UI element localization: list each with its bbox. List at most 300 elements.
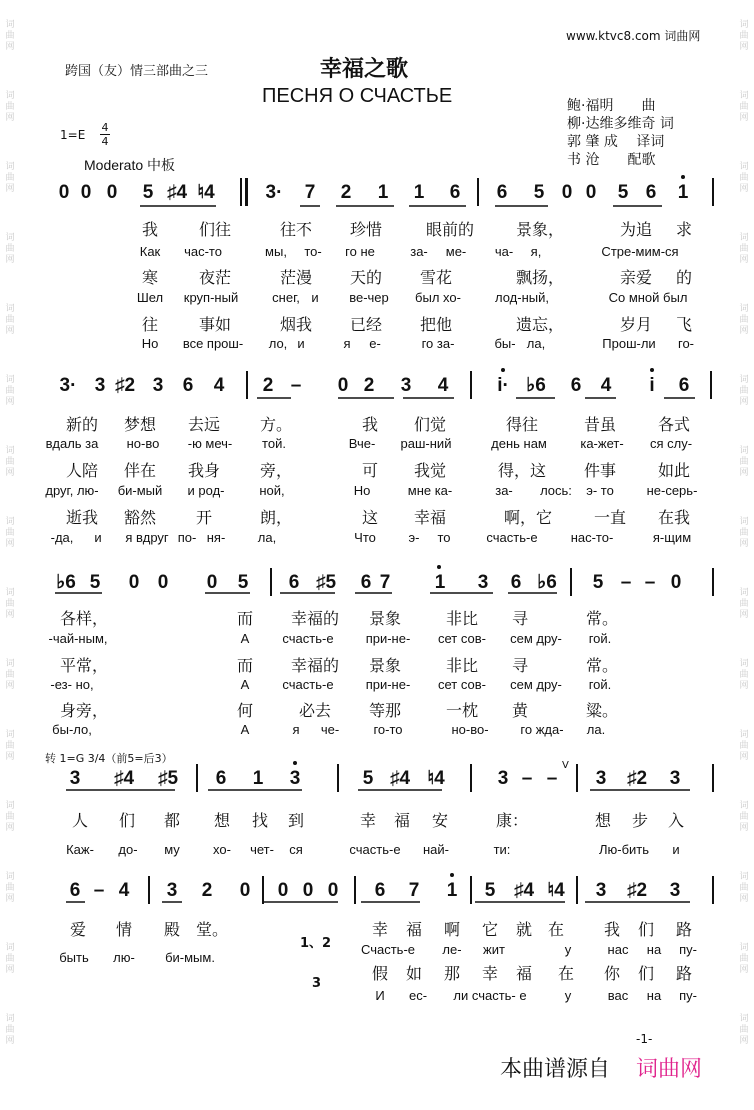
lyric: 在 <box>547 920 565 939</box>
lyric: 想 <box>594 811 612 830</box>
verse-mark-3: 3 <box>312 976 322 991</box>
note: ♭6 <box>537 572 557 593</box>
note: 0 <box>670 572 682 593</box>
note: 3· <box>59 375 77 396</box>
note: 4 <box>437 375 449 396</box>
note: 3 <box>669 880 681 901</box>
watermark-text: 词曲网 <box>739 91 749 123</box>
note: 6 <box>570 375 582 396</box>
lyric: 件事 <box>583 461 617 480</box>
lyric: 寒 <box>141 268 159 287</box>
lyric: 去远 <box>187 415 221 434</box>
lyric: раш-ний <box>400 436 452 451</box>
lyric: за- <box>410 244 428 259</box>
watermark-text: 词曲网 <box>5 943 15 975</box>
lyric: 逝我 <box>65 508 99 527</box>
watermark-text: 词曲网 <box>739 801 749 833</box>
lyric: 康： <box>495 811 529 830</box>
lyric: и род- <box>187 483 225 498</box>
barline <box>576 876 578 904</box>
lyric-row-ru-12 <box>0 988 754 1010</box>
lyric: 得，这 <box>497 461 547 480</box>
lyric: А <box>240 722 250 737</box>
lyric: Но <box>353 483 371 498</box>
note: 0 <box>337 375 349 396</box>
note: – <box>644 572 656 593</box>
source-label: 本曲谱源自 <box>500 1057 611 1082</box>
lyric-row-ru-6 <box>0 530 754 552</box>
note: – <box>93 880 105 901</box>
lyric: э- то <box>586 483 614 498</box>
tempo-marking: Moderato 中板 <box>84 157 176 173</box>
lyric: я <box>343 336 351 351</box>
lyric: час-то <box>184 244 222 259</box>
lyric: 一直 <box>593 508 627 527</box>
lyric: 往不 <box>279 220 313 239</box>
lyric: Но <box>141 336 159 351</box>
note: 0 <box>128 572 140 593</box>
lyric: 它 <box>481 920 499 939</box>
lyric: 我 <box>361 415 379 434</box>
lyric-row-cn-6 <box>0 505 754 527</box>
lyric: 假 <box>371 964 389 983</box>
lyric: то <box>437 530 451 545</box>
watermark-text: 词曲网 <box>5 517 15 549</box>
watermark-text: 词曲网 <box>739 1014 749 1046</box>
lyric: 幸福 <box>413 508 447 527</box>
lyric: -чай-ным, <box>48 631 108 646</box>
lyric: мы, <box>265 244 287 259</box>
lyric: 夜茫 <box>198 268 232 287</box>
lyric: и <box>297 336 305 351</box>
note: ♭6 <box>526 375 546 396</box>
lyric: 旁， <box>259 461 293 480</box>
note: ♮4 <box>197 182 215 203</box>
lyric: 各式 <box>657 415 691 434</box>
lyric: 身旁， <box>59 701 109 720</box>
barline <box>262 876 264 904</box>
lyric: 的 <box>675 268 693 287</box>
watermark-text: 词曲网 <box>739 20 749 52</box>
barline <box>710 371 712 399</box>
breath-mark: V <box>562 760 569 771</box>
note: 6 <box>360 572 372 593</box>
lyric: ла, <box>526 336 546 351</box>
lyric: 亲爱 <box>619 268 653 287</box>
lyric: 步 <box>631 811 649 830</box>
note: ♯4 <box>113 768 135 789</box>
lyric: 昔虽 <box>583 415 617 434</box>
lyric: 黄 <box>511 701 529 720</box>
lyric: ла. <box>586 722 606 737</box>
note: 3 <box>152 375 164 396</box>
barline <box>576 764 578 792</box>
note: 6 <box>510 572 522 593</box>
lyric: 景象 <box>368 609 402 628</box>
lyric: 我觉 <box>413 461 447 480</box>
lyric: на <box>646 942 662 957</box>
note: 5 <box>617 182 629 203</box>
lyric: Что <box>354 530 376 545</box>
barline <box>470 876 472 904</box>
lyric: ня- <box>206 530 226 545</box>
lyric: 必去 <box>298 701 332 720</box>
lyric: 们 <box>637 964 655 983</box>
lyric: той. <box>262 436 286 451</box>
watermark-text: 词曲网 <box>739 233 749 265</box>
lyric: но-во <box>126 436 160 451</box>
high-octave-dot <box>501 368 505 372</box>
lyric: го жда- <box>520 722 564 737</box>
note: 4 <box>118 880 130 901</box>
lyric: сем дру- <box>510 631 562 646</box>
note: 4 <box>213 375 225 396</box>
watermark-text: 词曲网 <box>5 375 15 407</box>
lyric: 已经 <box>349 315 383 334</box>
lyric: 路 <box>675 920 693 939</box>
lyric: гой. <box>588 631 612 646</box>
lyric: ле- <box>442 942 462 957</box>
lyric: 常。 <box>585 656 619 675</box>
lyric: Счасть-е <box>360 942 416 957</box>
lyric-row-ru-4 <box>0 436 754 458</box>
note: 6 <box>374 880 386 901</box>
watermark-text: 词曲网 <box>5 162 15 194</box>
lyric: ся слу- <box>649 436 693 451</box>
title-russian: ПЕСНЯ О СЧАСТЬЕ <box>262 85 453 107</box>
note: 3 <box>595 768 607 789</box>
note: 0 <box>206 572 218 593</box>
lyric: сет сов- <box>438 677 486 692</box>
lyric-row-cn-2 <box>0 265 754 287</box>
lyric: ло, <box>268 336 288 351</box>
note: 2 <box>363 375 375 396</box>
watermark-text: 词曲网 <box>5 304 15 336</box>
note: 5 <box>142 182 154 203</box>
lyric: 眼前的 <box>425 220 475 239</box>
note: 3 <box>477 572 489 593</box>
lyric: и <box>311 290 319 305</box>
lyric: ка-жет- <box>580 436 624 451</box>
lyric: я, <box>530 244 542 259</box>
lyric: на <box>646 988 662 1003</box>
lyric-row-ru-10 <box>0 842 754 864</box>
lyric: э- <box>408 530 420 545</box>
note: 6 <box>182 375 194 396</box>
note: – <box>521 768 533 789</box>
watermark-text: 词曲网 <box>739 588 749 620</box>
lyric-row-ru-8 <box>0 677 754 699</box>
note: 0 <box>585 182 597 203</box>
lyric: 方。 <box>259 415 293 434</box>
note: 1 <box>413 182 425 203</box>
lyric: сем дру- <box>510 677 562 692</box>
lyric: 得往 <box>505 415 539 434</box>
note: 7 <box>379 572 391 593</box>
note: 6 <box>288 572 300 593</box>
lyric: чет- <box>250 842 274 857</box>
barline <box>354 876 356 904</box>
lyric: 幸 <box>359 811 377 830</box>
lyric: 殿 <box>163 920 181 939</box>
lyric-row-cn-3 <box>0 312 754 334</box>
barline <box>196 764 198 792</box>
lyric: пу- <box>679 988 697 1003</box>
note: 7 <box>408 880 420 901</box>
note: 5 <box>484 880 496 901</box>
lyric: 幸福的 <box>290 656 340 675</box>
lyric: 就 <box>515 920 533 939</box>
lyric: я <box>292 722 300 737</box>
watermark-text: 词曲网 <box>5 91 15 123</box>
lyric: 事如 <box>198 315 232 334</box>
watermark-text: 词曲网 <box>739 375 749 407</box>
note: ♯2 <box>626 768 648 789</box>
lyric: ной, <box>259 483 285 498</box>
lyric: 景象， <box>515 220 565 239</box>
lyric: -да, <box>50 530 74 545</box>
note: 4 <box>600 375 612 396</box>
verse-mark-1-2: 1、2 <box>300 936 332 951</box>
lyric: ме- <box>445 244 467 259</box>
lyric: 把他 <box>419 315 453 334</box>
lyric: 如此 <box>657 461 691 480</box>
lyric: 福 <box>515 964 533 983</box>
barline <box>246 371 248 399</box>
brand-link[interactable]: 词曲网 <box>636 1057 703 1082</box>
lyric: хо- <box>213 842 231 857</box>
lyric: 豁然 <box>123 508 157 527</box>
lyric-row-cn-7 <box>0 606 754 628</box>
lyric: -ез- но, <box>50 677 94 692</box>
lyric: 爱 <box>69 920 87 939</box>
lyric: снег, <box>272 290 300 305</box>
lyric: Каж- <box>66 842 94 857</box>
note: 5 <box>237 572 249 593</box>
lyric-row-cn-10 <box>0 808 754 830</box>
note: 5 <box>533 182 545 203</box>
watermark-text: 词曲网 <box>739 517 749 549</box>
lyric: 飘扬， <box>515 268 565 287</box>
lyric: 珍惜 <box>349 220 383 239</box>
lyric: жит <box>483 942 505 957</box>
lyric: 岁月 <box>619 315 653 334</box>
lyric: 往 <box>141 315 159 334</box>
lyric: друг, лю- <box>45 483 99 498</box>
lyric: счасть-е <box>349 842 401 857</box>
lyric: 伴在 <box>123 461 157 480</box>
lyric: 到 <box>287 811 305 830</box>
lyric: 人陪 <box>65 461 99 480</box>
lyric: 想 <box>213 811 231 830</box>
barline <box>337 764 339 792</box>
lyric: 飞 <box>675 315 693 334</box>
note: 5 <box>592 572 604 593</box>
watermark-text: 词曲网 <box>739 446 749 478</box>
lyric: 景象 <box>368 656 402 675</box>
lyric: 安 <box>431 811 449 830</box>
lyric-row-ru-2 <box>0 290 754 312</box>
note: ♯4 <box>166 182 188 203</box>
lyric: за- <box>495 483 513 498</box>
note: 6 <box>69 880 81 901</box>
note: 1 <box>677 182 689 203</box>
barline <box>470 371 472 399</box>
lyric: сет сов- <box>438 631 486 646</box>
lyric: ся <box>289 842 303 857</box>
note: 7 <box>304 182 316 203</box>
watermark-text: 词曲网 <box>5 872 15 904</box>
lyric: я-щим <box>652 530 692 545</box>
lyric: у <box>564 942 572 957</box>
lyric: 雪花 <box>419 268 453 287</box>
lyric: 我身 <box>187 461 221 480</box>
note: 6 <box>449 182 461 203</box>
note: 0 <box>277 880 289 901</box>
lyric: 粱。 <box>585 701 619 720</box>
lyric: е- <box>369 336 381 351</box>
lyric: 朗， <box>259 508 293 527</box>
lyric-row-cn-8 <box>0 653 754 675</box>
lyric: би-мый <box>117 483 163 498</box>
high-octave-dot <box>293 761 297 765</box>
lyric: 烟我 <box>279 315 313 334</box>
title-chinese: 幸福之歌 <box>320 56 409 82</box>
lyric: 啊，它 <box>503 508 553 527</box>
lyric: 情 <box>115 920 133 939</box>
lyric: 各样， <box>59 609 109 628</box>
lyric: ли счасть- е <box>453 988 527 1003</box>
barline <box>712 876 714 904</box>
note: 0 <box>157 572 169 593</box>
lyric: 啊 <box>443 920 461 939</box>
lyric-row-cn-9 <box>0 698 754 720</box>
barline <box>470 764 472 792</box>
lyric: 这 <box>361 508 379 527</box>
note: ♮4 <box>427 768 445 789</box>
note: 3 <box>94 375 106 396</box>
note: 3· <box>265 182 283 203</box>
lyric: 可 <box>361 461 379 480</box>
lyric: А <box>240 677 250 692</box>
barline <box>270 568 272 596</box>
lyric: круп-ный <box>183 290 239 305</box>
lyric: при-не- <box>365 677 411 692</box>
note: 5 <box>89 572 101 593</box>
lyric: 为追 <box>619 220 653 239</box>
note: 2 <box>262 375 274 396</box>
lyric: 何 <box>236 701 254 720</box>
high-octave-dot <box>437 565 441 569</box>
lyric: 等那 <box>368 701 402 720</box>
lyric: 人 <box>71 811 89 830</box>
note: 1 <box>252 768 264 789</box>
lyric: А <box>240 631 250 646</box>
lyric: гой. <box>588 677 612 692</box>
site-url[interactable]: www.ktvc8.com 词曲网 <box>566 29 701 43</box>
note: i· <box>497 375 509 396</box>
lyric: 们 <box>637 920 655 939</box>
lyric: 梦想 <box>123 415 157 434</box>
lyric: ча- <box>494 244 514 259</box>
lyric: Стре-мим-ся <box>601 244 679 259</box>
note: ♯2 <box>626 880 648 901</box>
watermark-text: 词曲网 <box>739 730 749 762</box>
lyric: 新的 <box>65 415 99 434</box>
note: 3 <box>69 768 81 789</box>
lyric: у <box>564 988 572 1003</box>
lyric: го за- <box>421 336 455 351</box>
note: 0 <box>106 182 118 203</box>
lyric: 非比 <box>445 609 479 628</box>
lyric-row-cn-1 <box>0 217 754 239</box>
lyric: му <box>164 842 180 857</box>
lyric: 寻 <box>511 609 529 628</box>
note: 3 <box>289 768 301 789</box>
lyric: при-не- <box>365 631 411 646</box>
lyric: 一枕 <box>445 701 479 720</box>
lyric: быть <box>59 950 89 965</box>
lyric: 天的 <box>349 268 383 287</box>
watermark-text: 词曲网 <box>5 659 15 691</box>
lyric: 平常， <box>59 656 109 675</box>
watermark-text: 词曲网 <box>739 304 749 336</box>
note: ♯5 <box>157 768 179 789</box>
lyric: 寻 <box>511 656 529 675</box>
note: 1 <box>434 572 446 593</box>
note: 0 <box>239 880 251 901</box>
barline <box>148 876 150 904</box>
lyric: не-серь- <box>646 483 698 498</box>
time-signature: 4 4 <box>101 121 109 148</box>
lyric: был хо- <box>415 290 461 305</box>
lyric: все прош- <box>182 336 244 351</box>
lyric: 开 <box>195 508 213 527</box>
lyric: 幸 <box>481 964 499 983</box>
note: 1 <box>446 880 458 901</box>
note: 6 <box>215 768 227 789</box>
lyric-row-cn-5 <box>0 458 754 480</box>
lyric-row-ru-5 <box>0 483 754 505</box>
lyric: день нам <box>491 436 547 451</box>
lyric: 幸福的 <box>290 609 340 628</box>
lyric-row-cn-12 <box>0 961 754 983</box>
lyric: И <box>375 988 385 1003</box>
note: 6 <box>645 182 657 203</box>
lyric: 求 <box>675 220 693 239</box>
lyric: най- <box>423 842 449 857</box>
note: 1 <box>377 182 389 203</box>
lyric: го- <box>677 336 695 351</box>
lyric-row-ru-3 <box>0 336 754 358</box>
lyric: Со мной был <box>608 290 688 305</box>
note: – <box>620 572 632 593</box>
note: ♯2 <box>114 375 136 396</box>
lyric: ти: <box>493 842 511 857</box>
note: – <box>290 375 302 396</box>
lyric: 福 <box>393 811 411 830</box>
note: 0 <box>327 880 339 901</box>
lyric: счасть-е <box>282 677 334 692</box>
lyric: 们 <box>118 811 136 830</box>
watermark-text: 词曲网 <box>5 1014 15 1046</box>
staff-line-4 <box>0 760 754 808</box>
lyric: 入 <box>667 811 685 830</box>
lyric: 堂。 <box>195 920 229 939</box>
lyric: но-во- <box>451 722 489 737</box>
lyric: го не <box>345 244 375 259</box>
lyric-row-ru-9 <box>0 722 754 744</box>
